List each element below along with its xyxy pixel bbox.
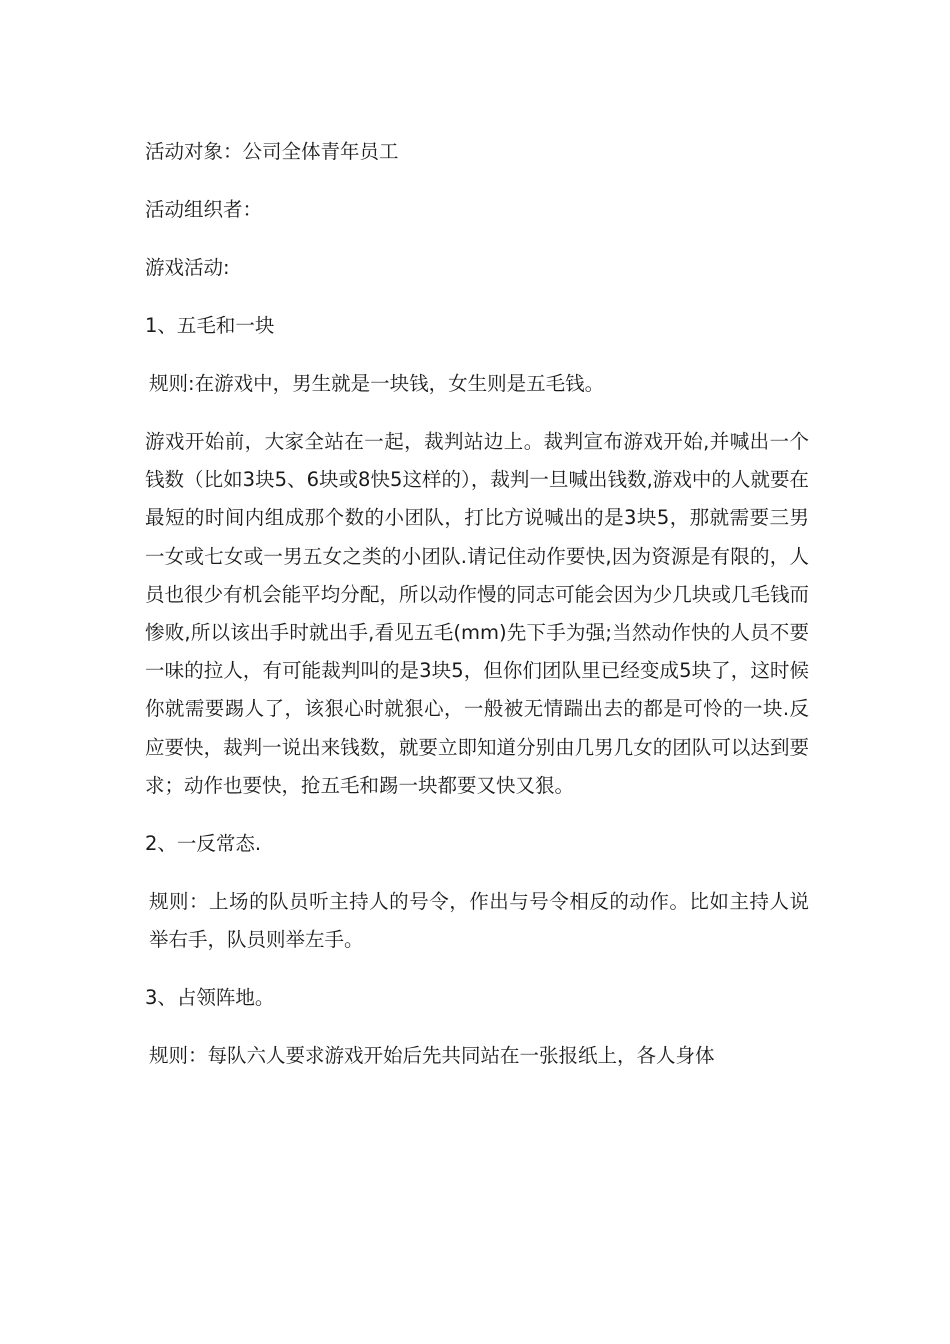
games-heading: 游戏活动: — [145, 256, 230, 279]
game2-rule: 规则：上场的队员听主持人的号令，作出与号令相反的动作。比如主持人说举右手，队员则举左手。 — [149, 890, 809, 952]
document-body — [145, 133, 809, 1095]
game1-title: 1、五毛和一块 — [145, 314, 275, 337]
activity-organizer-line: 活动组织者： — [145, 198, 263, 221]
game3-title: 3、占领阵地。 — [145, 986, 275, 1010]
game1-description: 游戏开始前，大家全站在一起，裁判站边上。裁判宣布游戏开始,并喊出一个钱数（比如3块5、6块或8快5这样的），裁判一旦喊出钱数,游戏中的人就要在最短的时间内组成那个数的小团队，打比方说喊出的是3块5，那就需要三男一女或七女或一男五女之类的小团队.请记住动作要快,因为资源是有限的，人员也很少有机会能平均分配，所以动作慢的同志可能会因为少几块或几毛钱而惨败,所以该出手时就出手,看见五毛(mm)先下手为强;当然动作快的人员不要一味的拉人，有可能裁判叫的是3块5，但你们团队里已经变成5块了，这时候你就需要踢人了，该狠心时就狠心，一般被无情踹出去的都是可怜的一块.反应要快，裁判一说出来钱数，就要立即知道分别由几男几女的团队可以达到要求；动作也要快，抢五毛和踢一块都要又快又狠。 — [145, 430, 809, 797]
activity-target-line: 活动对象：公司全体青年员工 — [145, 140, 399, 163]
game1-rule: 规则:在游戏中，男生就是一块钱，女生则是五毛钱。 — [149, 372, 605, 395]
game2-title: 2、一反常态. — [145, 832, 262, 856]
game3-rule: 规则：每队六人要求游戏开始后先共同站在一张报纸上，各人身体 — [149, 1044, 715, 1068]
